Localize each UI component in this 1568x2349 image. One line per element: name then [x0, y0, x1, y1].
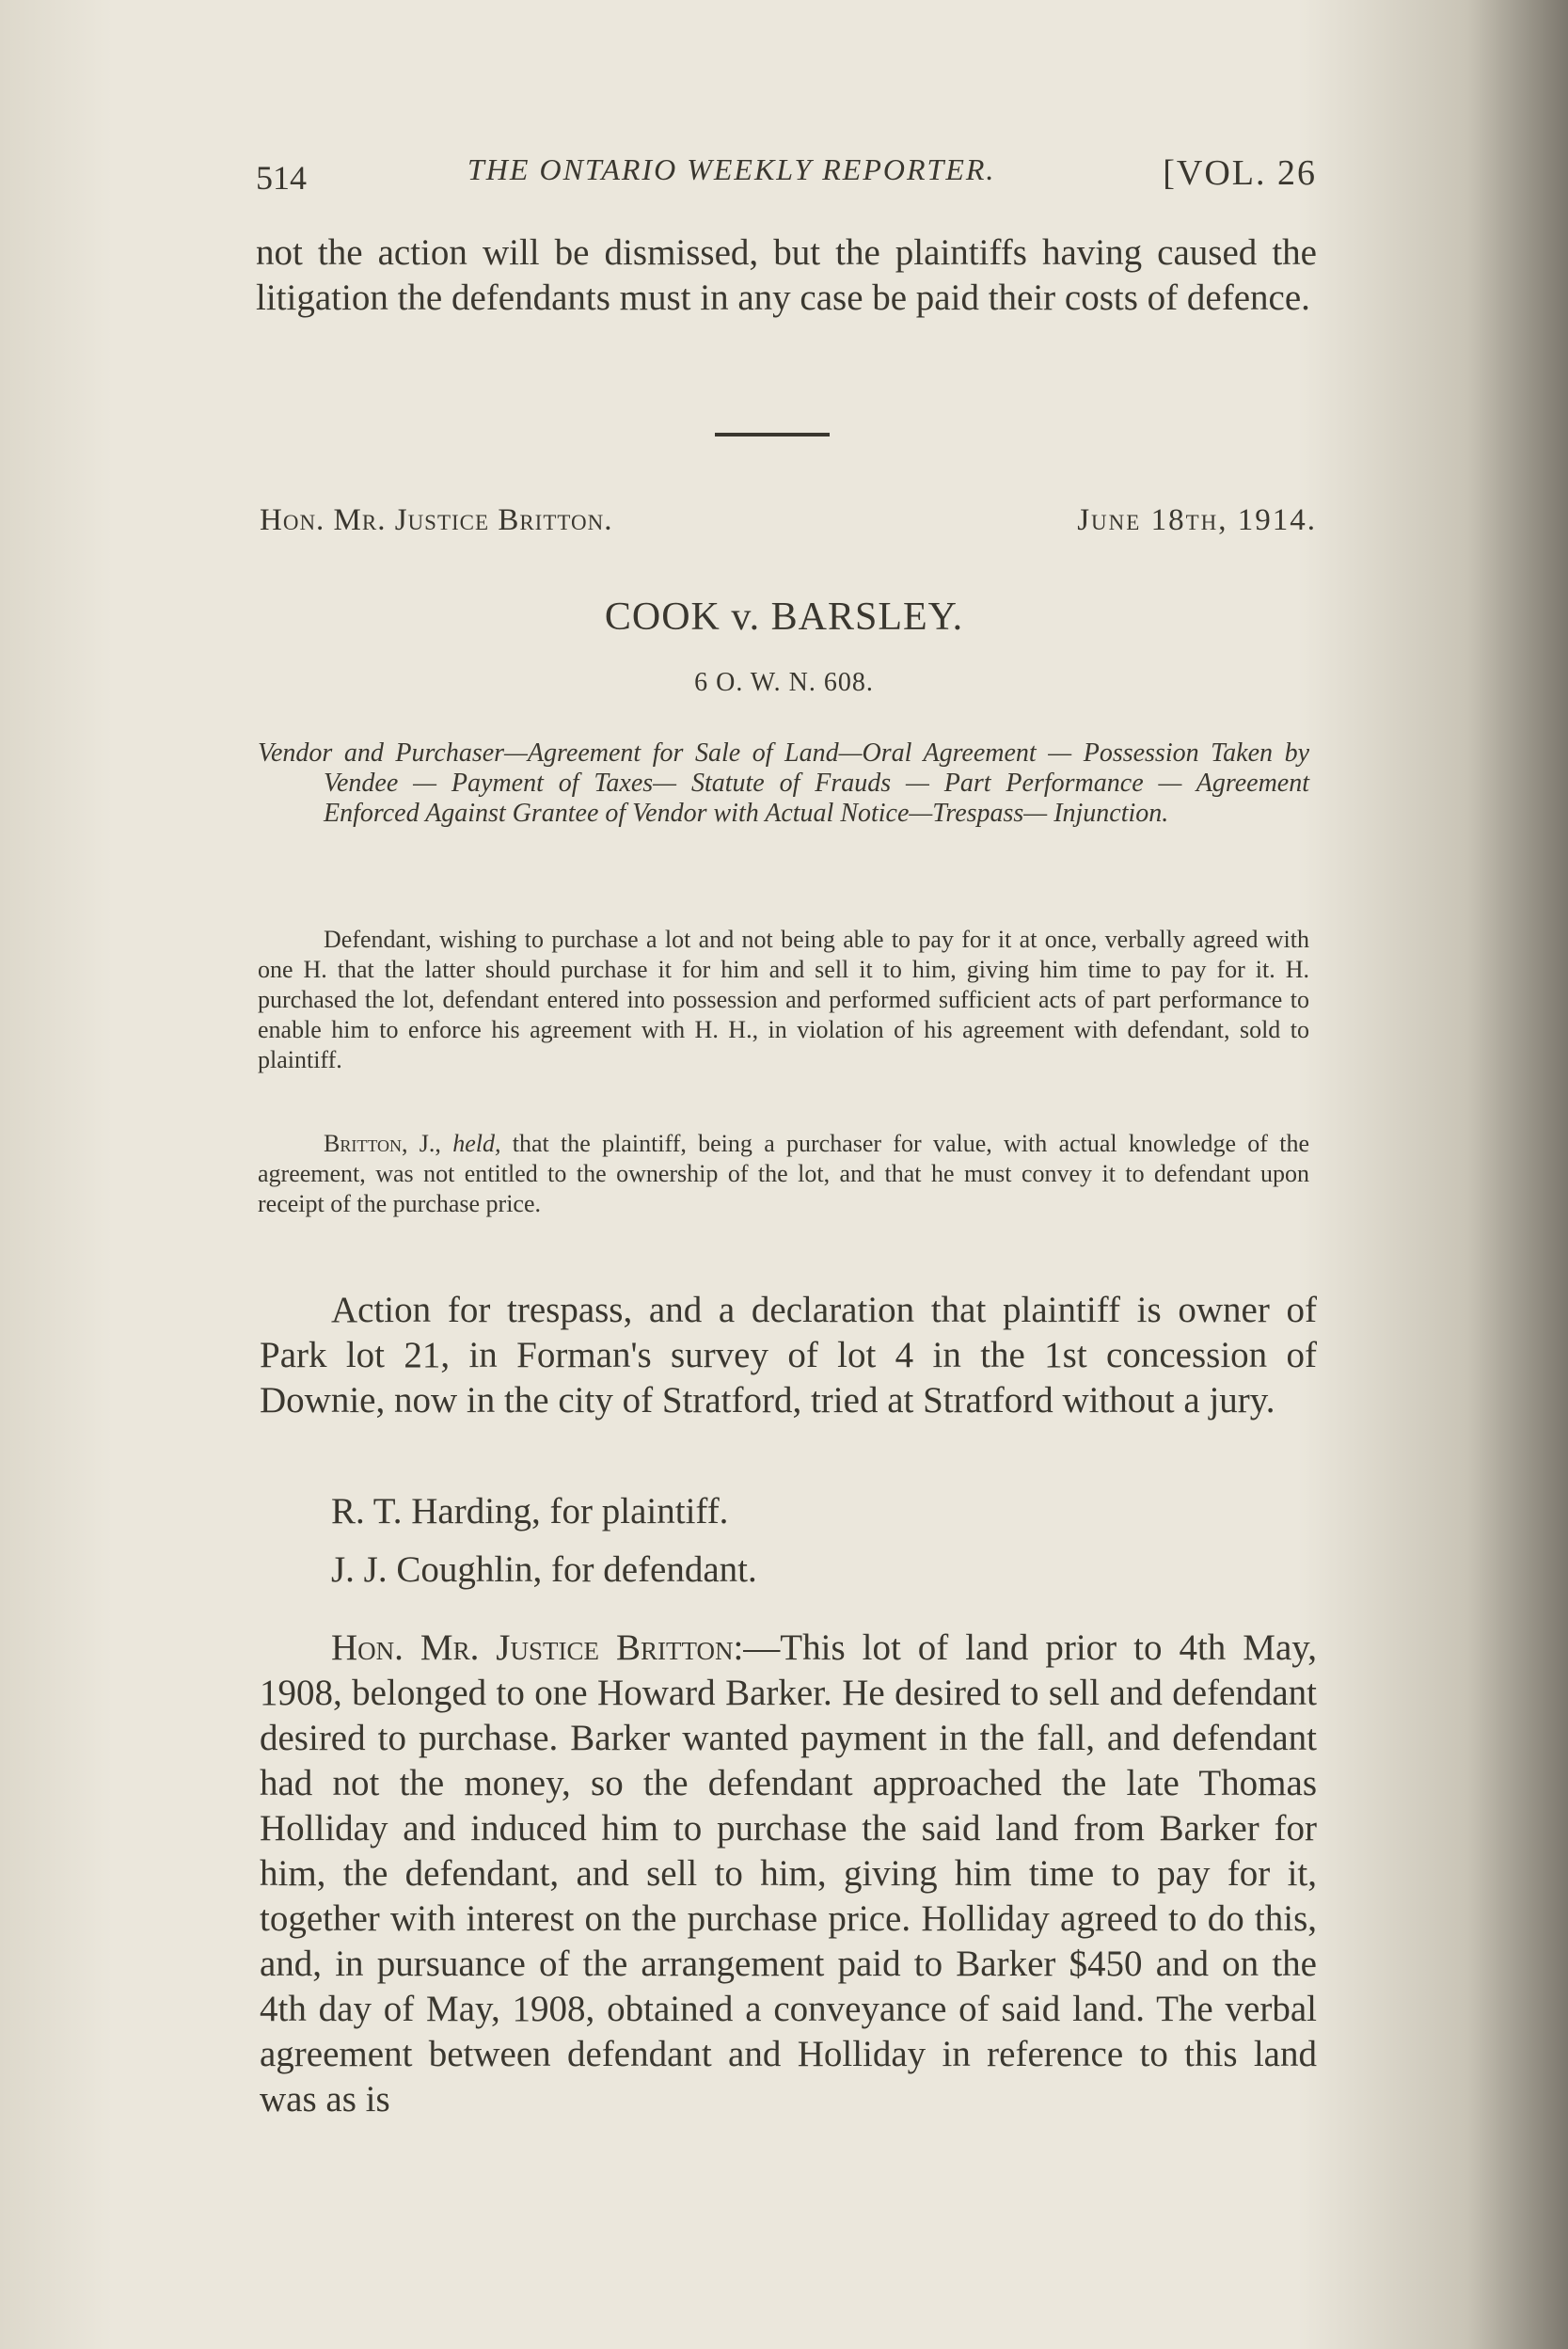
judgment-paragraph	[260, 1626, 1317, 2122]
case-citation: 6 O. W. N. 608.	[694, 668, 874, 697]
running-header	[256, 151, 1317, 207]
continued-paragraph: not the action will be dismissed, but the plaintiffs having caused the litigation the defendants must in any case be paid their costs of defence.	[256, 232, 1317, 318]
judge-date-line	[260, 503, 1317, 550]
holding-text: that the plaintiff, being a purchaser for value, with actual knowledge of the agreement, was not entitled to the ownership of the lot, and that he must convey it to defendant upon receipt of the purchase price.	[258, 1130, 1309, 1217]
counsel-defendant: J. J. Coughlin, for defendant.	[331, 1549, 757, 1590]
headnote-topics: Vendor and Purchaser—Agreement for Sale of Land—Oral Agreement — Possession Taken by Vendee — Payment of Taxes— Statute of Frauds — Part Performance — Agreement Enforced Against Grantee of Vendor with Actual Notice—Trespass— Injunction.	[258, 738, 1309, 828]
holding-held: held,	[452, 1130, 501, 1157]
section-divider	[715, 433, 830, 436]
volume-number: [VOL. 26	[1163, 153, 1317, 193]
judgment-text: :—This lot of land prior to 4th May, 1908, belonged to one Howard Barker. He desired to sell and defendant desired to purchase. Barker wanted payment in the fall, and defendant had not the money, so the defendant approached the late Thomas Holliday and induced him to purchase the said land from Barker for him, the defendant, and sell to him, giving him time to pay for it, together with interest on the purchase price. Holliday agreed to do this, and, in pursuance of the arrangement paid to Barker $450 and on the 4th day of May, 1908, obtained a conveyance of said land. The verbal agreement between defendant and Holliday in reference to this land was as is	[260, 1627, 1317, 2119]
case-title: COOK v. BARSLEY.	[604, 595, 964, 639]
decision-date: June 18th, 1914.	[1077, 503, 1317, 537]
holding-judge: Britton, J.,	[324, 1130, 453, 1157]
headnote-facts: Defendant, wishing to purchase a lot and not being able to pay for it at once, verbally agreed with one H. that the latter should purchase it for him and sell it to him, giving him time to pay for it. H. purchased the lot, defendant entered into possession and performed sufficient acts of part performance to enable him to enforce his agreement with H. H., in violation of his agreement with defendant, sold to plaintiff.	[258, 926, 1309, 1073]
counsel-plaintiff: R. T. Harding, for plaintiff.	[331, 1491, 729, 1532]
page-number: 514	[256, 159, 307, 197]
action-paragraph: Action for trespass, and a declaration that plaintiff is owner of Park lot 21, in Forman's survey of lot 4 in the 1st concession of Downie, now in the city of Stratford, tried at Stratford without a jury.	[260, 1290, 1317, 1421]
journal-title: THE ONTARIO WEEKLY REPORTER.	[467, 152, 996, 186]
judge-name: Hon. Mr. Justice Britton.	[260, 503, 613, 537]
headnote-holding	[258, 1129, 1309, 1219]
judgment-speaker: Hon. Mr. Justice Britton	[331, 1627, 734, 1668]
counsel-list	[260, 1489, 1317, 1606]
